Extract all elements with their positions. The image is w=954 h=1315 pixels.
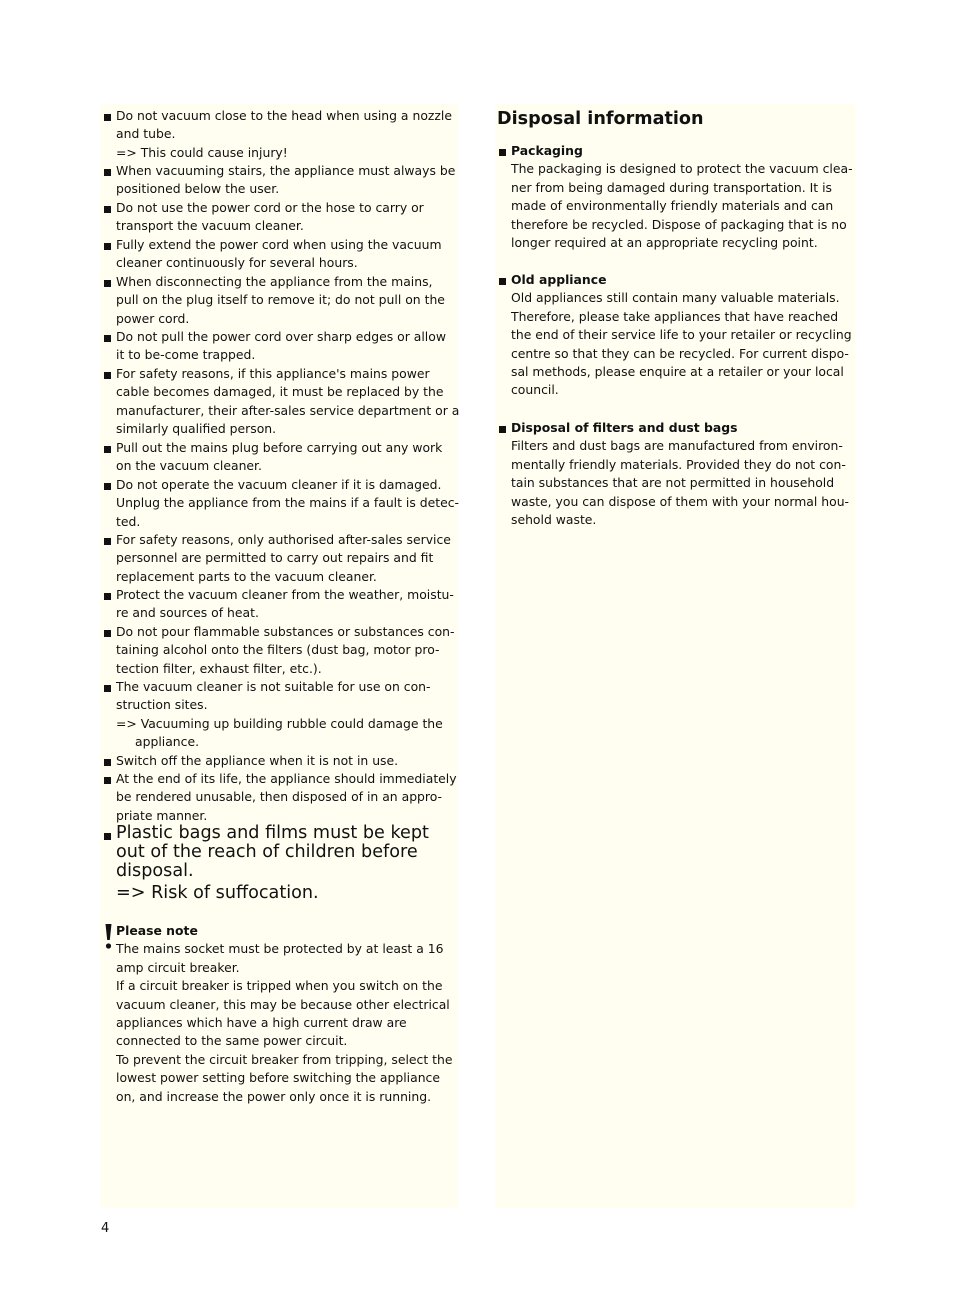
disposal-text: ner from being damaged during transportation. It is	[511, 179, 833, 195]
note-text: The mains socket must be protected by at least a 16	[116, 941, 444, 957]
disposal-text: Therefore, please take appliances that have reached	[511, 308, 839, 324]
bullet-text: Do not pull the power cord over sharp edges or allow	[116, 329, 446, 344]
disposal-text: The packaging is designed to protect the vacuum clea-	[511, 161, 853, 177]
safety-bullet	[100, 770, 457, 825]
bullet-text: re and sources of heat.	[116, 605, 259, 621]
bullet-text: For safety reasons, only authorised after-sales service	[116, 532, 451, 547]
bullet-marker	[104, 777, 111, 784]
safety-bullet	[100, 236, 442, 273]
bullet-consequence: => Vacuuming up building rubble could damage the	[116, 715, 443, 731]
disposal-section-old-appliance	[495, 271, 852, 400]
safety-instructions-column	[100, 104, 458, 1208]
bullet-text: be rendered unusable, then disposed of in an appro-	[116, 789, 443, 805]
disposal-text: centre so that they can be recycled. For current dispo-	[511, 345, 849, 361]
bullet-text: Do not pour flammable substances or substances con-	[116, 624, 455, 639]
bullet-text: priate manner.	[116, 807, 208, 823]
bullet-text: Switch off the appliance when it is not in use.	[116, 753, 399, 768]
warning-text: disposal.	[116, 861, 194, 882]
bullet-text: power cord.	[116, 310, 190, 326]
disposal-text: the end of their service life to your retailer or recycling	[511, 327, 852, 343]
bullet-text: Do not operate the vacuum cleaner if it is damaged.	[116, 477, 442, 492]
bullet-marker	[104, 206, 111, 213]
warning-text: Plastic bags and films must be kept	[116, 823, 429, 843]
note-text: lowest power setting before switching the appliance	[116, 1070, 440, 1086]
exclamation-icon	[104, 922, 113, 950]
bullet-text: struction sites.	[116, 697, 208, 713]
safety-bullet	[100, 162, 455, 199]
disposal-heading: Disposal of filters and dust bags	[511, 420, 738, 435]
safety-bullet	[100, 107, 452, 162]
bullet-text: ted.	[116, 513, 141, 529]
suffocation-warning	[100, 824, 429, 903]
page-number: 4	[101, 1221, 110, 1236]
disposal-text: longer required at an appropriate recycling point.	[511, 235, 818, 251]
disposal-text: made of environmentally friendly materials and can	[511, 198, 834, 214]
bullet-text: cable becomes damaged, it must be replaced by the	[116, 384, 444, 400]
note-text: on, and increase the power only once it is running.	[116, 1088, 432, 1104]
bullet-marker	[104, 243, 111, 250]
disposal-text: waste, you can dispose of them with your normal hou-	[511, 493, 850, 509]
bullet-text: on the vacuum cleaner.	[116, 458, 262, 474]
bullet-text: transport the vacuum cleaner.	[116, 218, 304, 234]
bullet-text: manufacturer, their after-sales service department or a	[116, 402, 460, 418]
bullet-text: The vacuum cleaner is not suitable for use on con-	[116, 679, 431, 694]
bullet-text: Pull out the mains plug before carrying out any work	[116, 440, 443, 455]
bullet-marker	[104, 759, 111, 766]
bullet-text: At the end of its life, the appliance should immediately	[116, 771, 457, 786]
bullet-text: Do not use the power cord or the hose to carry or	[116, 200, 424, 215]
disposal-information-column	[495, 104, 855, 1208]
disposal-text: Old appliances still contain many valuable materials.	[511, 290, 840, 306]
safety-bullet	[100, 365, 459, 439]
bullet-text: it to be-come trapped.	[116, 347, 256, 363]
disposal-text: mentally friendly materials. Provided they do not con-	[511, 456, 846, 472]
safety-bullet	[100, 678, 443, 752]
bullet-text: positioned below the user.	[116, 181, 280, 197]
bullet-text: Unplug the appliance from the mains if a fault is detec-	[116, 495, 459, 511]
bullet-consequence: => This could cause injury!	[116, 144, 288, 160]
bullet-marker	[104, 593, 111, 600]
disposal-heading: Packaging	[511, 143, 583, 158]
bullet-text: When disconnecting the appliance from the mains,	[116, 274, 433, 289]
safety-bullet	[100, 531, 451, 586]
bullet-text: personnel are permitted to carry out repairs and fit	[116, 550, 434, 566]
safety-bullet	[100, 476, 459, 531]
safety-bullet	[100, 439, 442, 476]
disposal-section-packaging	[495, 142, 853, 252]
bullet-text: Protect the vacuum cleaner from the weather, moistu-	[116, 587, 454, 602]
bullet-text: Do not vacuum close to the head when using a nozzle	[116, 108, 452, 123]
bullet-marker	[104, 483, 111, 490]
bullet-marker	[499, 426, 506, 433]
section-title: Disposal information	[497, 109, 704, 129]
bullet-text: When vacuuming stairs, the appliance must always be	[116, 163, 456, 178]
disposal-text: Filters and dust bags are manufactured from environ-	[511, 438, 843, 454]
bullet-marker	[499, 149, 506, 156]
disposal-text: tain substances that are not permitted in household	[511, 475, 835, 491]
bullet-consequence: appliance.	[135, 734, 200, 750]
bullet-marker	[104, 169, 111, 176]
note-text: If a circuit breaker is tripped when you switch on the	[116, 978, 443, 994]
bullet-marker	[104, 335, 111, 342]
warning-text: => Risk of suffocation.	[116, 882, 319, 903]
bullet-marker	[104, 833, 111, 840]
bullet-marker	[104, 372, 111, 379]
bullet-marker	[104, 446, 111, 453]
bullet-text: taining alcohol onto the filters (dust bag, motor pro-	[116, 642, 440, 658]
bullet-text: and tube.	[116, 126, 176, 142]
bullet-marker	[104, 538, 111, 545]
note-text: amp circuit breaker.	[116, 959, 240, 975]
safety-bullet	[100, 586, 454, 623]
safety-bullet	[100, 273, 445, 328]
bullet-text: similarly qualified person.	[116, 421, 277, 437]
note-text: To prevent the circuit breaker from tripping, select the	[116, 1051, 453, 1067]
bullet-text: tection filter, exhaust filter, etc.).	[116, 660, 322, 676]
bullet-marker	[104, 685, 111, 692]
disposal-text: sehold waste.	[511, 512, 597, 528]
bullet-text: Fully extend the power cord when using the vacuum	[116, 237, 442, 252]
bullet-text: pull on the plug itself to remove it; do not pull on the	[116, 292, 445, 308]
note-text: connected to the same power circuit.	[116, 1033, 348, 1049]
bullet-text: cleaner continuously for several hours.	[116, 255, 358, 271]
safety-bullet	[100, 623, 454, 678]
warning-text: out of the reach of children before	[116, 842, 418, 863]
disposal-text: therefore be recycled. Dispose of packaging that is no	[511, 216, 847, 232]
safety-bullet	[100, 752, 398, 770]
note-heading: Please note	[116, 923, 198, 938]
note-text: vacuum cleaner, this may be because other electrical	[116, 996, 450, 1012]
bullet-marker	[104, 280, 111, 287]
safety-bullet	[100, 328, 446, 365]
disposal-heading: Old appliance	[511, 272, 607, 287]
bullet-marker	[104, 114, 111, 121]
please-note-block	[100, 922, 452, 1106]
bullet-marker	[104, 630, 111, 637]
safety-bullet	[100, 199, 424, 236]
bullet-text: replacement parts to the vacuum cleaner.	[116, 568, 377, 584]
disposal-text: council.	[511, 382, 559, 398]
bullet-text: For safety reasons, if this appliance's mains power	[116, 366, 430, 381]
note-text: appliances which have a high current draw are	[116, 1015, 407, 1031]
disposal-text: sal methods, please enquire at a retailer or your local	[511, 364, 844, 380]
bullet-marker	[499, 278, 506, 285]
disposal-section-filters	[495, 419, 849, 529]
